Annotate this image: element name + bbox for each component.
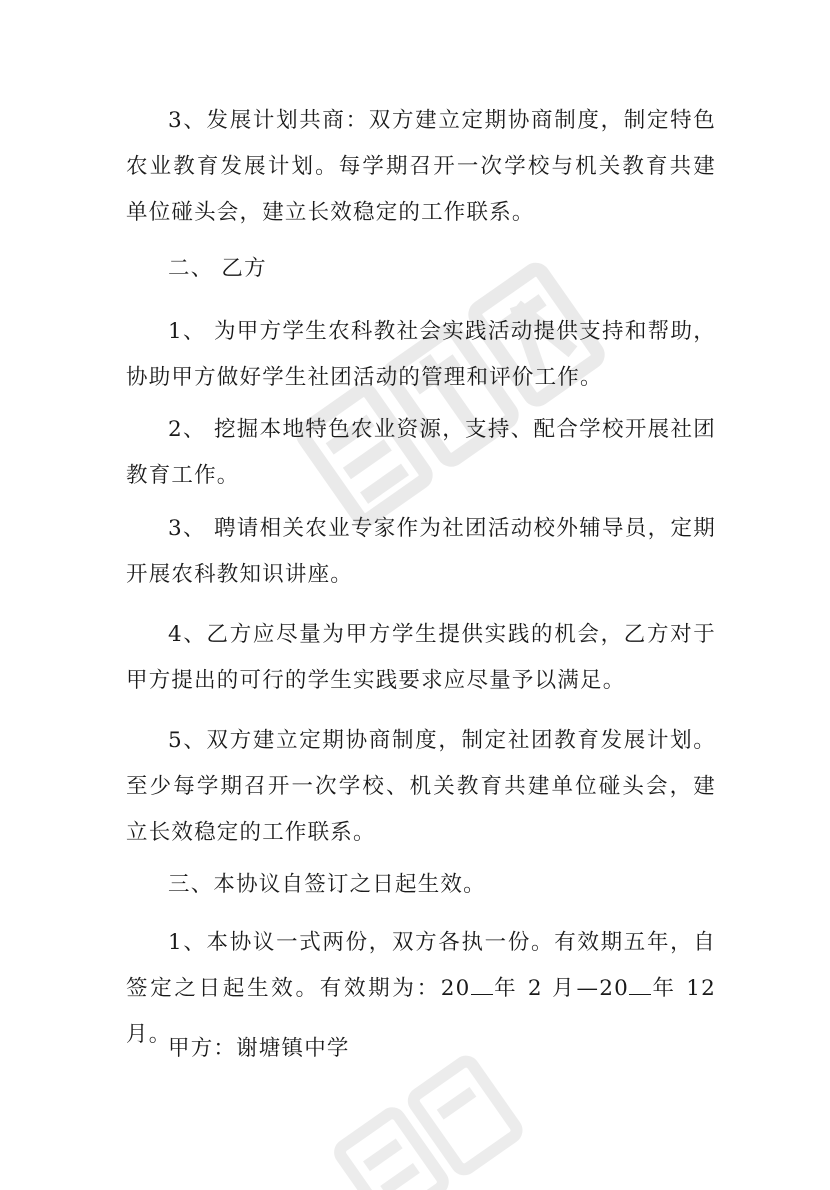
- section-heading-effective: 三、本协议自签订之日起生效。: [168, 872, 486, 897]
- paragraph-plan-consultation: 3、发展计划共商：双方建立定期协商制度，制定特色农业教育发展计划。每学期召开一次学校与机关教育共建单位碰头会，建立长效稳定的工作联系。: [126, 108, 716, 225]
- validity-text-part2: 年 2 月—20: [492, 976, 629, 1001]
- paragraph-party-b-item-5: 5、双方建立定期协商制度，制定社团教育发展计划。至少每学期召开一次学校、机关教育共建单位碰头会，建立长效稳定的工作联系。: [126, 728, 716, 845]
- validity-text-part3: 年 12 月。: [126, 976, 716, 1047]
- paragraph-party-b-item-2: 2、 挖掘本地特色农业资源，支持、配合学校开展社团教育工作。: [126, 417, 716, 488]
- paragraph-party-b-item-1: 1、 为甲方学生农科教社会实践活动提供支持和帮助，协助甲方做好学生社团活动的管理和评价工作。: [126, 319, 716, 390]
- paragraph-party-b-item-3: 3、 聘请相关农业专家作为社团活动校外辅导员，定期开展农科教知识讲座。: [126, 516, 716, 587]
- validity-text-part1: 1、本协议一式两份，双方各执一份。有效期五年，自签定之日起生效。有效期为：20: [126, 930, 716, 1001]
- signature-party-a: 甲方：谢塘镇中学: [168, 1036, 350, 1061]
- year-blank-2: [629, 974, 651, 995]
- paragraph-party-b-item-4: 4、乙方应尽量为甲方学生提供实践的机会，乙方对于甲方提出的可行的学生实践要求应尽量予以满足。: [126, 622, 716, 693]
- section-heading-party-b: 二、 乙方: [168, 256, 267, 281]
- year-blank-1: [471, 974, 493, 995]
